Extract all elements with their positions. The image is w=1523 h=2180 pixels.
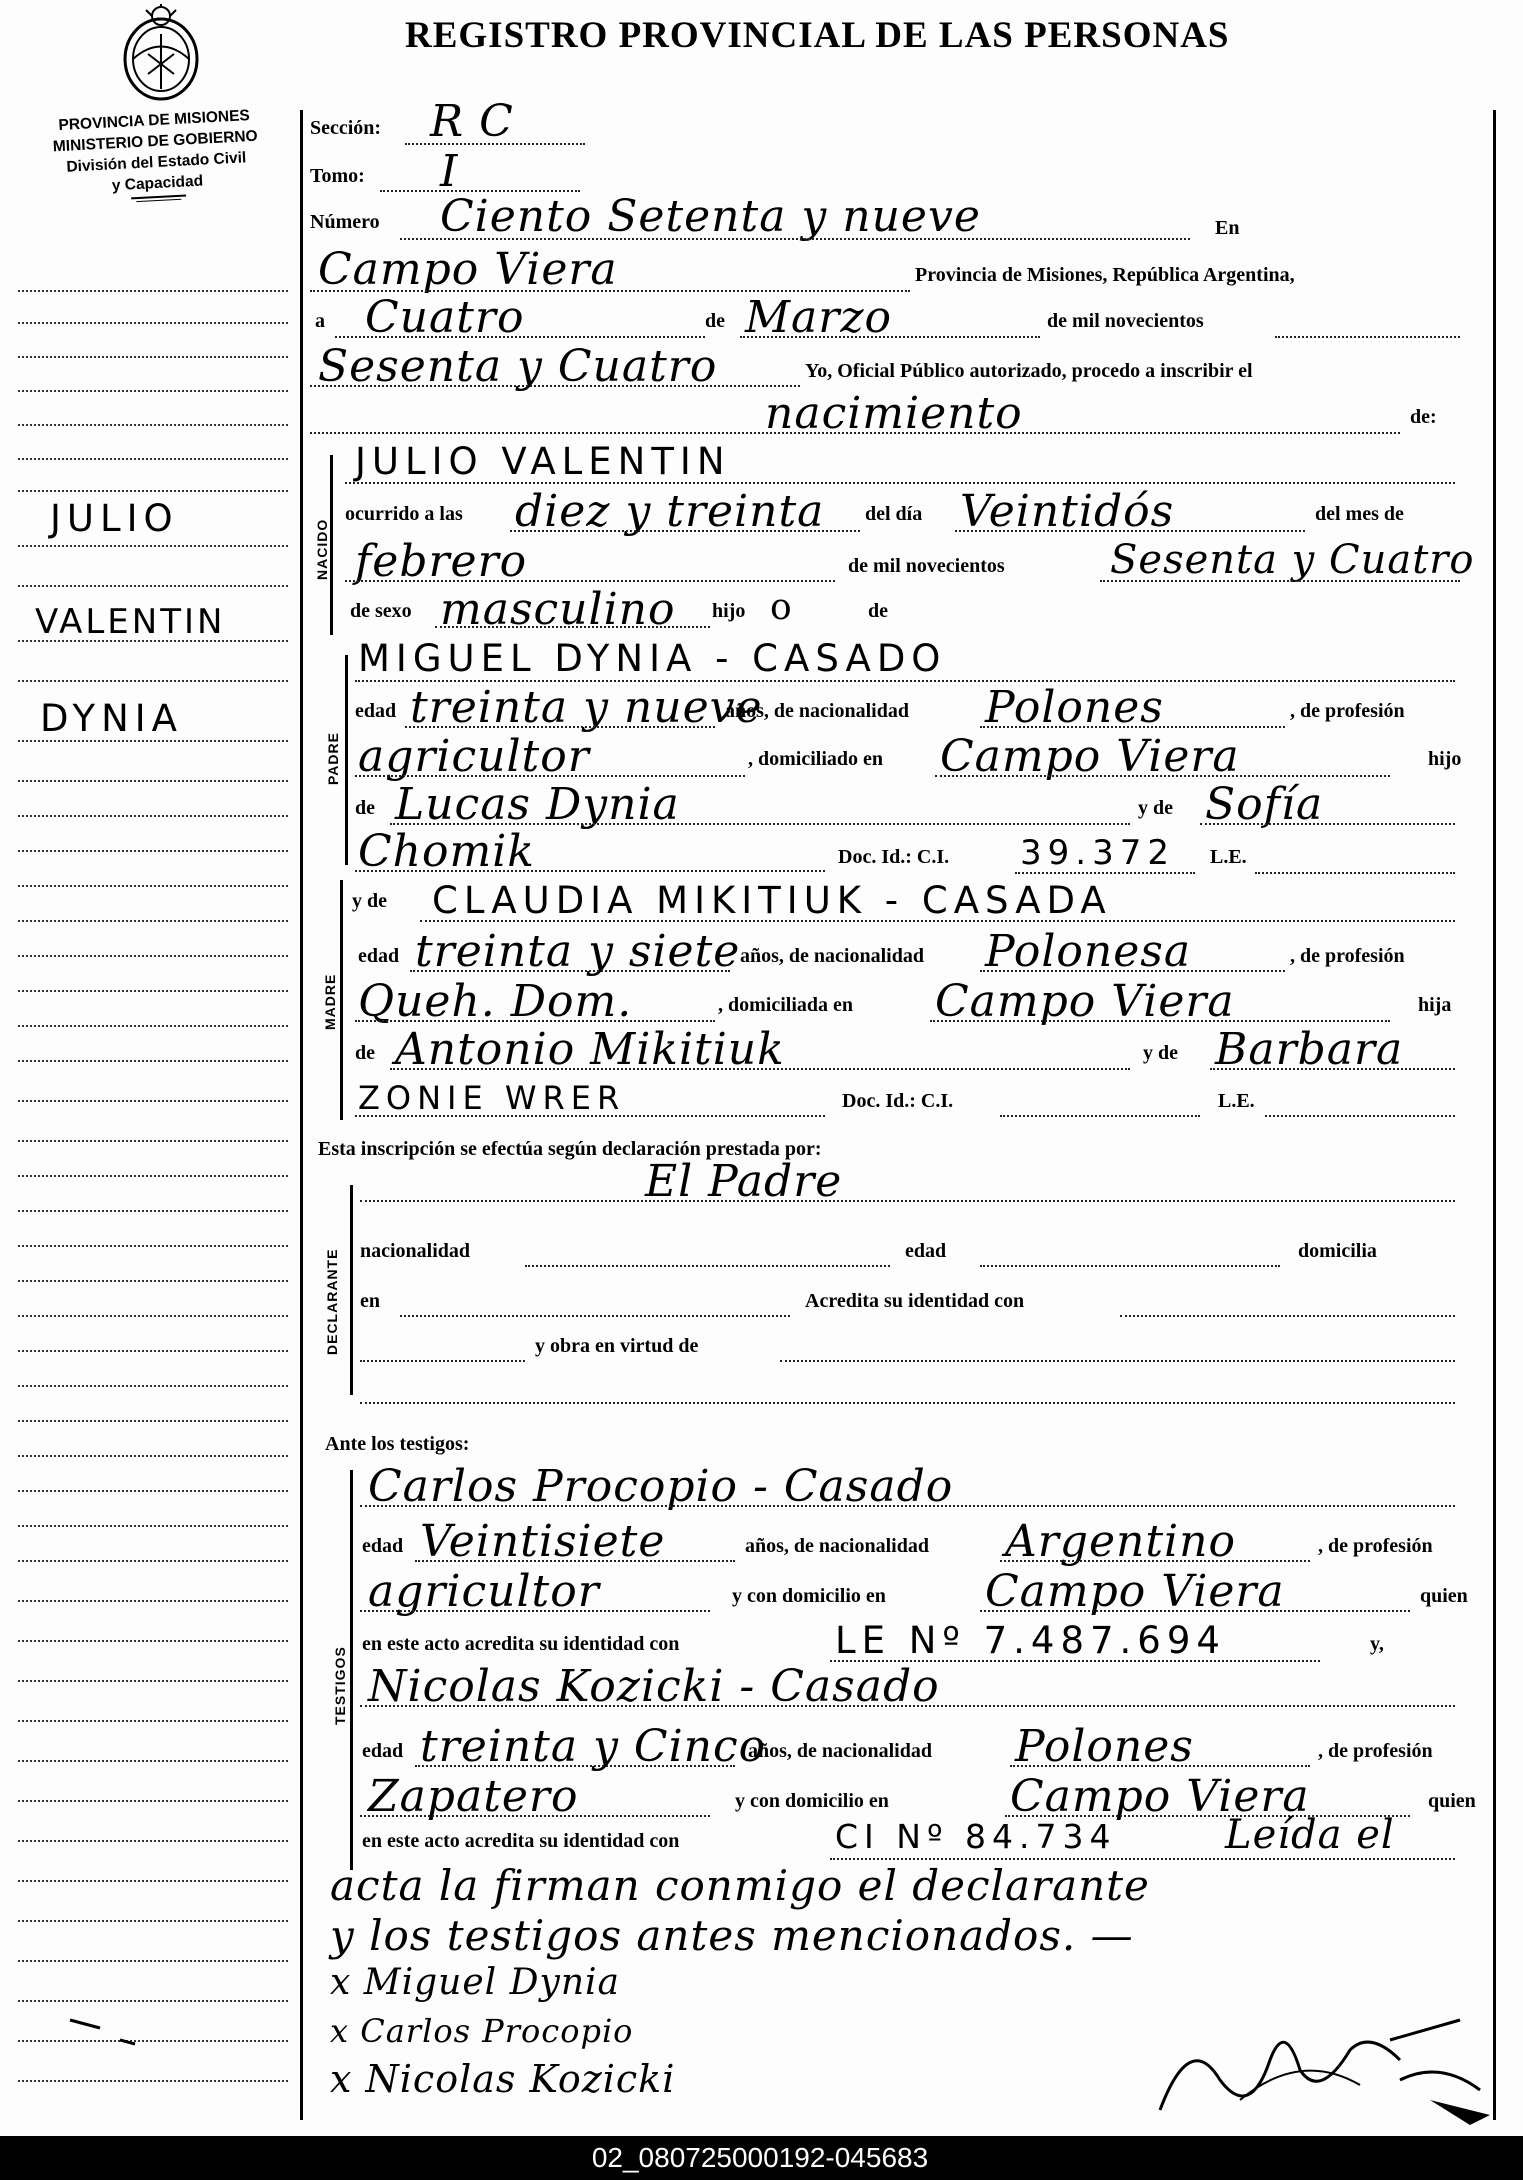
value-padre-nac: Polones bbox=[985, 682, 1164, 733]
label-acredita: Acredita su identidad con bbox=[805, 1290, 1025, 1312]
margin-line bbox=[18, 545, 288, 547]
value-dia: Cuatro bbox=[365, 292, 525, 343]
value-padre-ci: 39.372 bbox=[1020, 833, 1175, 873]
section-nacido: NACIDO bbox=[314, 518, 330, 580]
value-madre-nac: Polonesa bbox=[985, 926, 1192, 977]
margin-line bbox=[18, 424, 288, 426]
label-y-de: y de bbox=[1138, 797, 1173, 819]
label-y-de-madre: y de bbox=[352, 890, 387, 912]
line-t1-prof bbox=[360, 1610, 710, 1612]
line-madre-nac bbox=[980, 970, 1285, 972]
line-abuela-m bbox=[1210, 1068, 1455, 1070]
label-domicilia: domicilia bbox=[1298, 1240, 1377, 1262]
value-t2-edad: treinta y Cinco bbox=[420, 1721, 767, 1772]
line-dec-obra-pre bbox=[360, 1360, 525, 1362]
line-madre-prof bbox=[355, 1020, 715, 1022]
label-madre-nacionalidad: años, de nacionalidad bbox=[740, 945, 924, 967]
margin-line bbox=[18, 1680, 288, 1682]
margin-line bbox=[18, 356, 288, 358]
line-madre bbox=[420, 920, 1455, 922]
testigos-bracket bbox=[350, 1470, 353, 1870]
label-doc-id: Doc. Id.: C.I. bbox=[838, 846, 950, 868]
margin-line bbox=[18, 815, 288, 817]
margin-line bbox=[18, 920, 288, 922]
line-t1-nac bbox=[1000, 1560, 1310, 1562]
line-acto bbox=[310, 432, 1400, 434]
line-dec-extra bbox=[360, 1402, 1455, 1404]
label-t2-quien: quien bbox=[1428, 1790, 1476, 1812]
margin-line bbox=[18, 1800, 288, 1802]
office-line: MINISTERIO DE GOBIERNO bbox=[52, 127, 259, 156]
margin-line bbox=[18, 1880, 288, 1882]
frame-left-border bbox=[300, 110, 303, 2120]
line-abuelo-p bbox=[390, 823, 1130, 825]
margin-line bbox=[18, 1760, 288, 1762]
value-mes-nac: febrero bbox=[355, 536, 528, 587]
line-hora bbox=[510, 530, 860, 532]
label-t2-edad: edad bbox=[362, 1740, 404, 1762]
value-abuelo-p: Lucas Dynia bbox=[395, 779, 680, 830]
margin-line bbox=[18, 1455, 288, 1457]
margin-line bbox=[18, 2000, 288, 2002]
margin-line bbox=[18, 1420, 288, 1422]
label-t1-edad: edad bbox=[362, 1535, 404, 1557]
value-madre-edad: treinta y siete bbox=[415, 926, 741, 977]
document-title: REGISTRO PROVINCIAL DE LAS PERSONAS bbox=[405, 15, 1230, 56]
line-t2-prof bbox=[360, 1815, 710, 1817]
signature-witness-1: x Carlos Procopio bbox=[330, 2012, 634, 2050]
line-numero bbox=[400, 238, 1190, 240]
label-numero: Número bbox=[310, 211, 380, 233]
value-t2-nac: Polones bbox=[1015, 1721, 1194, 1772]
value-t1-doc: LE Nº 7.487.694 bbox=[835, 1619, 1226, 1662]
margin-line bbox=[18, 1210, 288, 1212]
line-dia bbox=[335, 336, 705, 338]
value-mes: Marzo bbox=[745, 292, 892, 343]
line-dec-en bbox=[400, 1315, 790, 1317]
margin-name-first: JULIO bbox=[50, 497, 179, 540]
line-dec-obra bbox=[780, 1360, 1455, 1362]
value-cierre-1: acta la firman conmigo el declarante bbox=[330, 1861, 1150, 1910]
label-t2-acredita: en este acto acredita su identidad con bbox=[362, 1830, 680, 1852]
value-t2-prof: Zapatero bbox=[368, 1771, 579, 1822]
line-dia-nac bbox=[955, 530, 1305, 532]
margin-name-surname: DYNIA bbox=[40, 697, 183, 740]
value-padre-edad: treinta y nueve bbox=[410, 682, 763, 733]
label-obra-virtud: y obra en virtud de bbox=[535, 1335, 699, 1357]
label-sexo: de sexo bbox=[350, 600, 412, 622]
value-tomo: I bbox=[440, 146, 459, 197]
margin-line bbox=[18, 1490, 288, 1492]
label-domiciliado: , domiciliado en bbox=[748, 748, 884, 770]
value-t1-prof: agricultor bbox=[368, 1566, 600, 1617]
margin-line bbox=[18, 1560, 288, 1562]
value-numero: Ciento Setenta y nueve bbox=[440, 191, 981, 242]
line-sexo bbox=[435, 626, 710, 628]
line-padre-nac bbox=[980, 726, 1285, 728]
margin-line bbox=[18, 955, 288, 957]
line-madre-le bbox=[1265, 1115, 1455, 1117]
value-cierre-2: y los testigos antes mencionados. — bbox=[330, 1911, 1134, 1960]
frame-right-border bbox=[1493, 110, 1496, 2120]
line-t2-edad bbox=[415, 1765, 735, 1767]
label-doc-id-m: Doc. Id.: C.I. bbox=[842, 1090, 954, 1112]
padre-bracket bbox=[345, 655, 348, 865]
coat-of-arms-icon bbox=[118, 4, 204, 104]
value-testigo2: Nicolas Kozicki - Casado bbox=[368, 1661, 940, 1712]
office-line: y Capacidad bbox=[111, 172, 204, 195]
margin-line bbox=[18, 1840, 288, 1842]
label-de-mil-novecientos: de mil novecientos bbox=[1047, 310, 1204, 332]
line-padre-prof bbox=[355, 775, 745, 777]
label-tomo: Tomo: bbox=[310, 165, 365, 187]
nacido-bracket bbox=[330, 455, 333, 635]
label-t1-domicilio: y con domicilio en bbox=[732, 1585, 886, 1607]
value-nombre: JULIO VALENTIN bbox=[355, 440, 731, 483]
margin-line bbox=[18, 1960, 288, 1962]
label-de-mil-novecientos-nac: de mil novecientos bbox=[848, 555, 1005, 577]
margin-line bbox=[18, 1350, 288, 1352]
line-mes bbox=[740, 336, 1040, 338]
line-t1-edad bbox=[415, 1560, 735, 1562]
margin-line bbox=[18, 1920, 288, 1922]
label-le-m: L.E. bbox=[1218, 1090, 1255, 1112]
label-domiciliada: , domiciliada en bbox=[718, 994, 854, 1016]
label-de-padres: de bbox=[868, 600, 888, 622]
value-t2-dom: Campo Viera bbox=[1010, 1771, 1310, 1822]
label-de-colon: de: bbox=[1410, 406, 1437, 428]
margin-line bbox=[18, 390, 288, 392]
label-en: En bbox=[1215, 217, 1240, 239]
line-madre-dom bbox=[930, 1020, 1390, 1022]
margin-line bbox=[18, 1525, 288, 1527]
label-t1-acredita: en este acto acredita su identidad con bbox=[362, 1633, 680, 1655]
margin-line bbox=[18, 1640, 288, 1642]
office-line: PROVINCIA DE MISIONES bbox=[58, 107, 251, 135]
line-abuela-p2 bbox=[355, 870, 825, 872]
line-padre-edad bbox=[405, 726, 715, 728]
section-testigos: TESTIGOS bbox=[332, 1646, 348, 1725]
label-del-mes: del mes de bbox=[1315, 503, 1404, 525]
margin-name-second: VALENTIN bbox=[35, 602, 226, 642]
label-del-dia: del día bbox=[865, 503, 923, 525]
line-anio bbox=[310, 385, 800, 387]
value-acto: nacimiento bbox=[765, 388, 1023, 439]
margin-line bbox=[18, 740, 288, 742]
section-declarante: DECLARANTE bbox=[324, 1248, 340, 1355]
line-anio-pre bbox=[1275, 336, 1460, 338]
value-madre-prof: Queh. Dom. bbox=[358, 976, 633, 1027]
label-de: de bbox=[705, 310, 725, 332]
margin-line bbox=[18, 850, 288, 852]
margin-line bbox=[18, 1175, 288, 1177]
line-dec-edad bbox=[980, 1265, 1280, 1267]
margin-line bbox=[18, 1600, 288, 1602]
value-t2-doc: CI Nº 84.734 bbox=[835, 1817, 1117, 1856]
margin-line bbox=[18, 1315, 288, 1317]
value-t1-dom: Campo Viera bbox=[985, 1566, 1285, 1617]
label-padre-profesion: , de profesión bbox=[1290, 700, 1405, 722]
label-madre-profesion: , de profesión bbox=[1290, 945, 1405, 967]
value-hijo-de: o bbox=[770, 587, 793, 628]
margin-line bbox=[18, 780, 288, 782]
label-provincia: Provincia de Misiones, República Argentina, bbox=[915, 264, 1295, 286]
label-padre-nacionalidad: años, de nacionalidad bbox=[725, 700, 909, 722]
line-dec-nac bbox=[525, 1265, 890, 1267]
line-t2-doc bbox=[830, 1858, 1455, 1860]
value-anio-nac: Sesenta y Cuatro bbox=[1110, 537, 1475, 583]
label-declaracion: Esta inscripción se efectúa según declaración prestada por: bbox=[318, 1138, 822, 1160]
label-hijo: hijo bbox=[712, 600, 746, 622]
label-hija: hija bbox=[1418, 994, 1452, 1016]
madre-bracket bbox=[340, 880, 343, 1120]
value-anio: Sesenta y Cuatro bbox=[318, 341, 718, 392]
label-t1-quien: quien bbox=[1420, 1585, 1468, 1607]
value-abuelo-m: Antonio Mikitiuk bbox=[395, 1024, 785, 1075]
value-hora: diez y treinta bbox=[515, 486, 825, 537]
value-testigo1: Carlos Procopio - Casado bbox=[368, 1461, 954, 1512]
margin-line bbox=[18, 885, 288, 887]
value-padre-dom: Campo Viera bbox=[940, 731, 1240, 782]
margin-line bbox=[18, 1060, 288, 1062]
line-t1-dom bbox=[980, 1610, 1410, 1612]
declarante-bracket bbox=[350, 1185, 353, 1395]
label-padre-edad: edad bbox=[355, 700, 397, 722]
official-signature-icon bbox=[1100, 1990, 1500, 2130]
section-madre: MADRE bbox=[322, 973, 338, 1030]
line-madre-edad bbox=[410, 970, 730, 972]
margin-line bbox=[18, 490, 288, 492]
line-declarante bbox=[360, 1200, 1455, 1202]
value-madre-dom: Campo Viera bbox=[935, 976, 1235, 1027]
line-madre-ci bbox=[1000, 1115, 1200, 1117]
label-hijo-2: hijo bbox=[1428, 748, 1462, 770]
office-underline bbox=[136, 199, 181, 202]
label-de-abuelo: de bbox=[355, 797, 375, 819]
value-abuela-m2: ZONIE WRER bbox=[358, 1079, 626, 1117]
margin-line bbox=[18, 322, 288, 324]
line-testigo2 bbox=[360, 1705, 1455, 1707]
margin-line bbox=[18, 290, 288, 292]
line-abuela-m2 bbox=[355, 1115, 825, 1117]
margin-line bbox=[18, 585, 288, 587]
label-seccion: Sección: bbox=[310, 117, 382, 139]
margin-line bbox=[18, 1100, 288, 1102]
value-dia-nac: Veintidós bbox=[960, 486, 1175, 537]
margin-line bbox=[18, 1245, 288, 1247]
value-lugar: Campo Viera bbox=[318, 244, 618, 295]
label-nacionalidad: nacionalidad bbox=[360, 1240, 471, 1262]
label-edad-dec: edad bbox=[905, 1240, 947, 1262]
line-dec-acredita bbox=[1120, 1315, 1455, 1317]
section-padre: PADRE bbox=[325, 732, 341, 785]
label-yo-oficial: Yo, Oficial Público autorizado, procedo a inscribir el bbox=[805, 360, 1253, 382]
label-de-abuelo-m: de bbox=[355, 1042, 375, 1064]
margin-line bbox=[18, 2080, 288, 2082]
line-padre-dom bbox=[935, 775, 1390, 777]
document-id: 02_080725000192-045683 bbox=[560, 2136, 960, 2180]
value-leida: Leída el bbox=[1225, 1812, 1395, 1858]
value-declarante: El Padre bbox=[645, 1156, 843, 1207]
value-abuela-p1: Sofía bbox=[1205, 779, 1324, 830]
margin-line bbox=[18, 1140, 288, 1142]
margin-line bbox=[18, 1025, 288, 1027]
label-en-dec: en bbox=[360, 1290, 380, 1312]
label-t2-domicilio: y con domicilio en bbox=[735, 1790, 889, 1812]
label-ante-testigos: Ante los testigos: bbox=[325, 1433, 470, 1455]
value-padre-prof: agricultor bbox=[358, 731, 590, 782]
value-padre: MIGUEL DYNIA - CASADO bbox=[358, 637, 947, 680]
label-t2-nacionalidad: años, de nacionalidad bbox=[748, 1740, 932, 1762]
label-madre-edad: edad bbox=[358, 945, 400, 967]
value-abuela-p2: Chomik bbox=[358, 826, 535, 877]
margin-line bbox=[18, 458, 288, 460]
line-padre-le bbox=[1255, 872, 1455, 874]
line-padre-ci bbox=[1015, 872, 1195, 874]
line-abuela-p bbox=[1200, 823, 1455, 825]
label-ocurrido: ocurrido a las bbox=[345, 503, 463, 525]
value-t1-edad: Veintisiete bbox=[420, 1516, 666, 1567]
margin-marks-icon bbox=[60, 2010, 180, 2070]
line-anio-nac bbox=[1100, 580, 1460, 582]
line-nombre bbox=[345, 482, 1455, 484]
value-sexo: masculino bbox=[440, 584, 676, 635]
label-y-de-m: y de bbox=[1143, 1042, 1178, 1064]
line-mes-nac bbox=[345, 580, 835, 582]
margin-line bbox=[18, 1385, 288, 1387]
label-t1-profesion: , de profesión bbox=[1318, 1535, 1433, 1557]
line-t2-nac bbox=[1010, 1765, 1310, 1767]
office-line: División del Estado Civil bbox=[66, 149, 247, 176]
label-t1-nacionalidad: años, de nacionalidad bbox=[745, 1535, 929, 1557]
office-block bbox=[20, 103, 292, 208]
value-t1-nac: Argentino bbox=[1005, 1516, 1236, 1567]
label-a: a bbox=[315, 310, 325, 332]
line-abuelo-m bbox=[390, 1068, 1130, 1070]
label-le: L.E. bbox=[1210, 846, 1247, 868]
label-y-comma: y, bbox=[1370, 1633, 1384, 1655]
margin-line bbox=[18, 1720, 288, 1722]
margin-line bbox=[18, 990, 288, 992]
line-testigo1 bbox=[360, 1505, 1455, 1507]
value-seccion: R C bbox=[430, 96, 514, 147]
signature-father: x Miguel Dynia bbox=[330, 1962, 620, 2003]
value-abuela-m1: Barbara bbox=[1215, 1024, 1404, 1075]
value-madre: CLAUDIA MIKITIUK - CASADA bbox=[432, 879, 1112, 922]
margin-line bbox=[18, 1280, 288, 1282]
margin-line bbox=[18, 680, 288, 682]
label-t2-profesion: , de profesión bbox=[1318, 1740, 1433, 1762]
signature-witness-2: x Nicolas Kozicki bbox=[330, 2057, 676, 2101]
